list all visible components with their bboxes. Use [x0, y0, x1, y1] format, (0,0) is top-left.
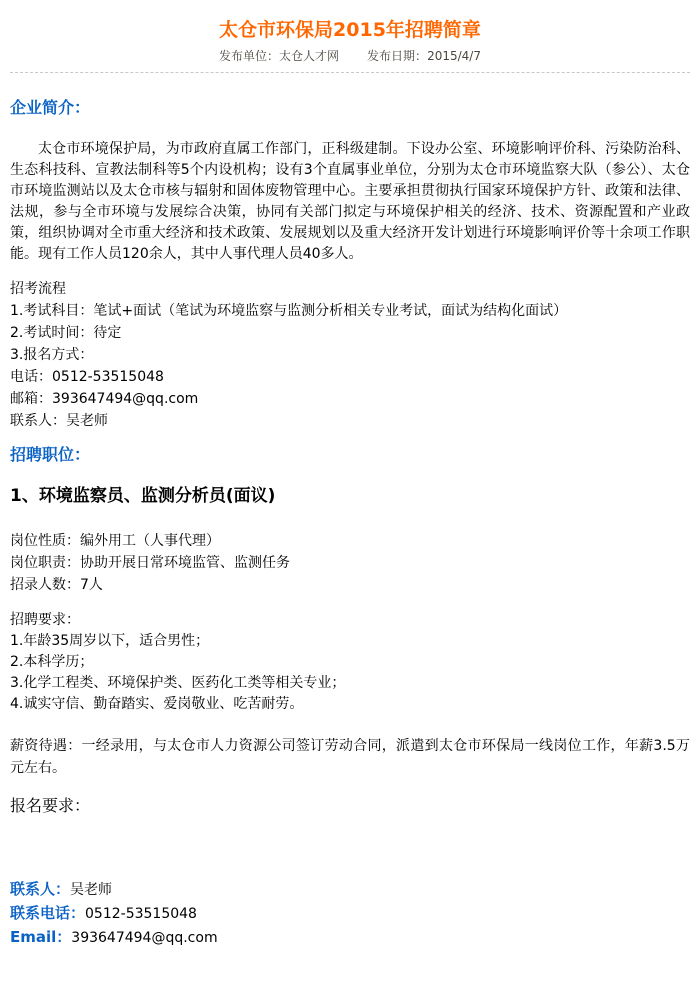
dashed-divider — [10, 72, 690, 73]
job-details-block — [10, 530, 690, 596]
section-heading-positions: 招聘职位： — [10, 445, 91, 464]
publisher-label: 发布单位： — [219, 49, 280, 63]
contact-person-value: 吴老师 — [70, 882, 113, 898]
process-line-contact-person: 联系人：吴老师 — [10, 413, 108, 429]
contact-row-phone — [10, 902, 690, 926]
contact-email-label: Email： — [10, 928, 72, 946]
requirements-title: 招聘要求： — [10, 612, 80, 628]
contact-email-value: 393647494@qq.com — [71, 930, 218, 946]
process-line-phone: 电话：0512-53515048 — [10, 369, 164, 385]
section-heading-application: 报名要求： — [10, 796, 91, 815]
job-detail-duty: 岗位职责：协助开展日常环境监管、监测任务 — [10, 555, 290, 571]
contact-person-label: 联系人： — [10, 880, 71, 898]
process-line-apply-method: 3.报名方式： — [10, 347, 94, 363]
process-line-email: 邮箱：393647494@qq.com — [10, 391, 199, 407]
job-title: 1、环境监察员、监测分析员(面议) — [10, 486, 276, 506]
contact-block — [10, 878, 690, 950]
job-detail-headcount: 招录人数：7人 — [10, 577, 103, 593]
recruitment-process-block — [10, 278, 690, 432]
job-requirements-block — [10, 610, 690, 715]
contact-row-email — [10, 926, 690, 950]
contact-phone-value: 0512-53515048 — [85, 906, 197, 922]
process-title: 招考流程 — [10, 281, 66, 297]
publish-date-value: 2015/4/7 — [427, 49, 481, 63]
process-line-exam-time: 2.考试时间：待定 — [10, 325, 122, 341]
publish-date-label: 发布日期： — [367, 49, 428, 63]
contact-row-person — [10, 878, 690, 902]
section-heading-company-intro: 企业简介： — [10, 98, 91, 117]
job-detail-nature: 岗位性质：编外用工（人事代理） — [10, 533, 220, 549]
contact-phone-label: 联系电话： — [10, 904, 86, 922]
requirement-character: 4.诚实守信、勤奋踏实、爱岗敬业、吃苦耐劳。 — [10, 696, 304, 712]
salary-paragraph: 薪资待遇：一经录用，与太仓市人力资源公司签订劳动合同，派遣到太仓市环保局一线岗位工作，年薪3.5万元左右。 — [10, 738, 690, 776]
publish-meta-line — [10, 49, 690, 63]
requirement-age: 1.年龄35周岁以下，适合男性； — [10, 633, 210, 649]
requirement-major: 3.化学工程类、环境保护类、医药化工类等相关专业； — [10, 675, 346, 691]
company-intro-paragraph: 太仓市环境保护局，为市政府直属工作部门，正科级建制。下设办公室、环境影响评价科、污染防治科、生态科技科、宣教法制科等5个内设机构；设有3个直属事业单位，分别为太仓市环境监察大队（参公）、太仓市环境监测站以及太仓市核与辐射和固体废物管理中心。主要承担贯彻执行国家环境保护方针、政策和法律、法规，参与全市环境与发展综合决策，协同有关部门拟定与环境保护相关的经济、技术、资源配置和产业政策，组织协调对全市重大经济和技术政策、发展规划以及重大经济开发计划进行环境影响评价等十余项工作职能。现有工作人员120余人，其中人事代理人员40多人。 — [10, 141, 690, 262]
page-title: 太仓市环保局2015年招聘简章 — [219, 19, 481, 41]
process-line-exam-subjects: 1.考试科目：笔试+面试（笔试为环境监察与监测分析相关专业考试，面试为结构化面试） — [10, 303, 568, 319]
publisher-value: 太仓人才网 — [279, 49, 340, 63]
requirement-education: 2.本科学历； — [10, 654, 94, 670]
